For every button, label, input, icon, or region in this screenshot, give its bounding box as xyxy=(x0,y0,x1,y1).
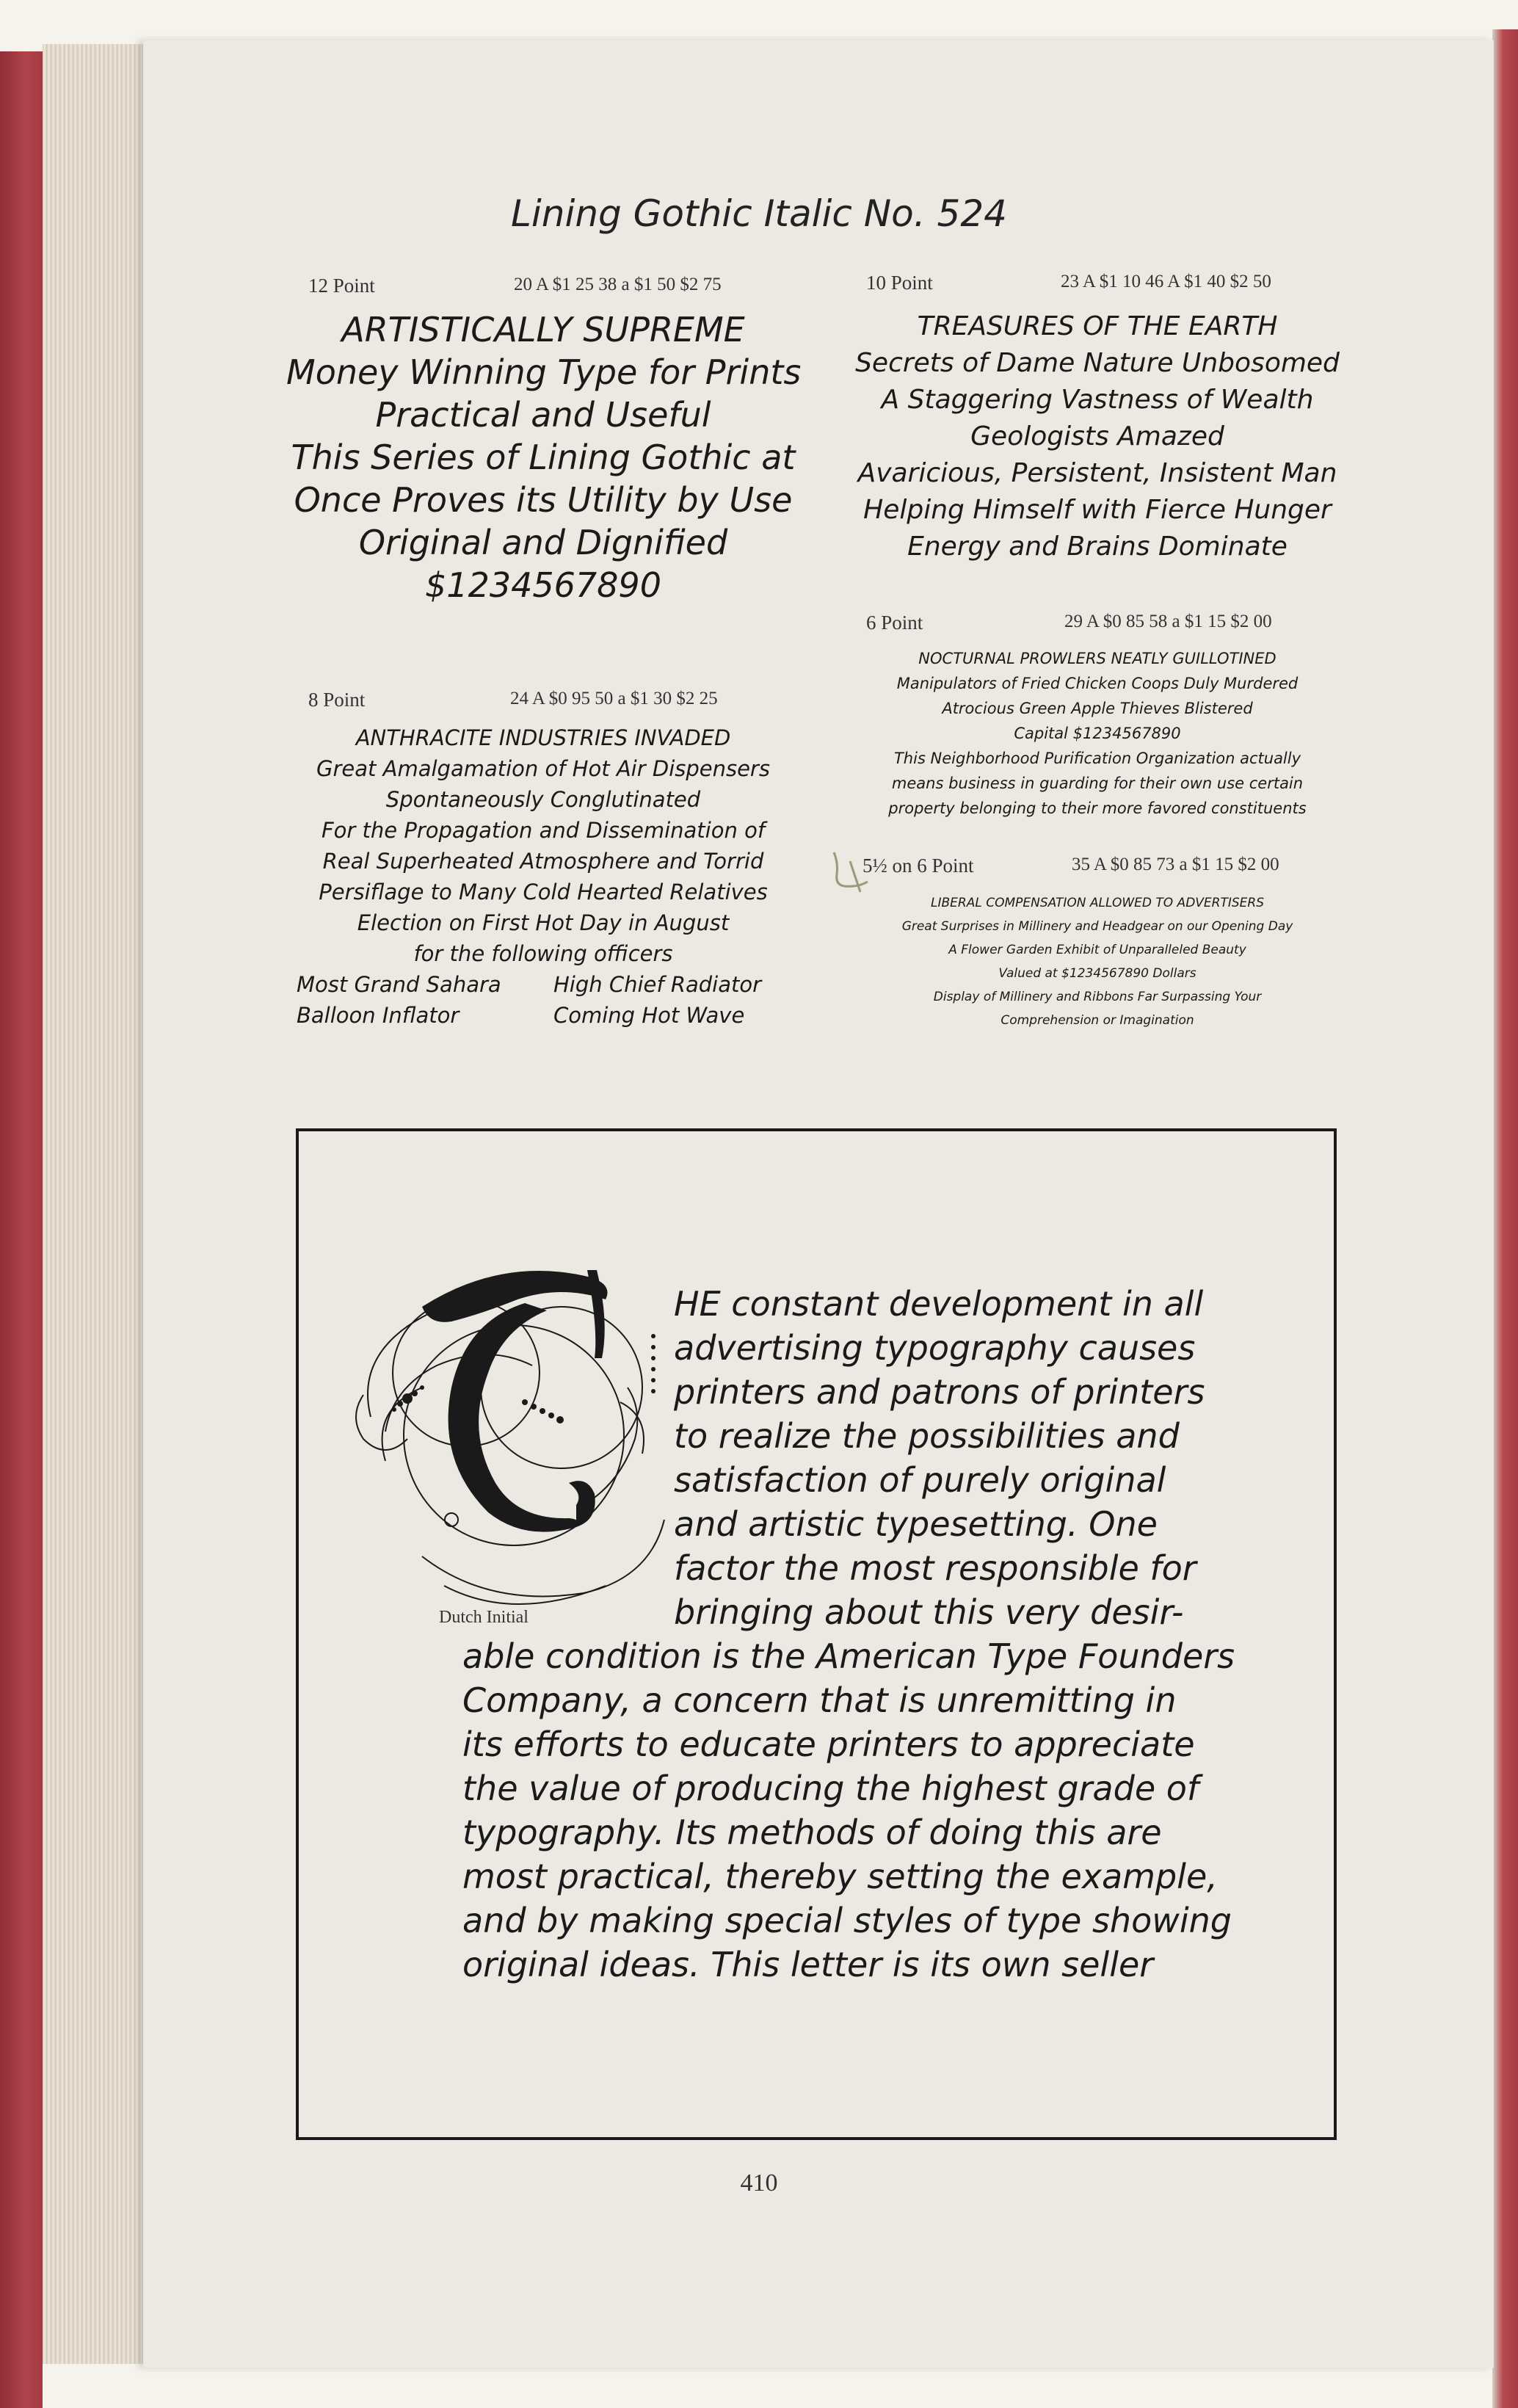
specimen-line: Election on First Hot Day in August xyxy=(357,910,730,935)
officer-title: Most Grand Sahara xyxy=(297,972,501,997)
specimen-12pt-size: 12 Point xyxy=(308,275,375,297)
specimen-line: Geologists Amazed xyxy=(970,421,1224,452)
specimen-line: Atrocious Green Apple Thieves Blistered xyxy=(942,700,1253,717)
specimen-line: Real Superheated Atmosphere and Torrid xyxy=(322,849,764,874)
specimen-line: Once Proves its Utility by Use xyxy=(294,480,793,520)
officer-title: Coming Hot Wave xyxy=(553,1003,745,1028)
ad-line: HE constant development in all xyxy=(674,1284,1204,1324)
ad-line: its efforts to educate printers to appreciate xyxy=(462,1725,1195,1764)
specimen-line: This Series of Lining Gothic at xyxy=(291,438,796,477)
specimen-line: $1234567890 xyxy=(425,565,661,605)
specimen-line: Great Amalgamation of Hot Air Dispensers xyxy=(316,756,770,781)
ad-line: the value of producing the highest grade of xyxy=(462,1769,1199,1808)
ad-line: advertising typography causes xyxy=(674,1328,1196,1368)
page-edges xyxy=(43,44,145,2364)
specimen-line: A Staggering Vastness of Wealth xyxy=(881,385,1314,415)
specimen-line: This Neighborhood Purification Organization actually xyxy=(893,750,1301,767)
initial-caption: Dutch Initial xyxy=(439,1608,529,1627)
page-number: 410 xyxy=(740,2169,778,2197)
specimen-line: Practical and Useful xyxy=(375,395,711,435)
specimen-line: means business in guarding for their own use certain xyxy=(891,775,1304,792)
specimen-line: Original and Dignified xyxy=(358,523,728,562)
specimen-line: For the Propagation and Dissemination of xyxy=(321,818,766,843)
specimen-line: Helping Himself with Fierce Hunger xyxy=(863,495,1332,525)
dutch-initial-icon xyxy=(341,1241,686,1630)
specimen-line: Persiflage to Many Cold Hearted Relatives xyxy=(319,880,768,904)
specimen-line: property belonging to their more favored constituents xyxy=(888,799,1307,817)
officer-title: Balloon Inflator xyxy=(297,1003,460,1028)
officer-title: High Chief Radiator xyxy=(553,972,762,997)
specimen-line: A Flower Garden Exhibit of Unparalleled Beauty xyxy=(948,943,1246,957)
specimen-line: ANTHRACITE INDUSTRIES INVADED xyxy=(355,725,731,750)
ad-text-indented xyxy=(674,1282,1205,1634)
specimen-line: ARTISTICALLY SUPREME xyxy=(341,310,745,349)
specimen-line: Secrets of Dame Nature Unbosomed xyxy=(855,348,1340,378)
specimen-line: Comprehension or Imagination xyxy=(1000,1013,1194,1028)
specimen-5half xyxy=(844,891,1351,1032)
ad-line: able condition is the American Type Founders xyxy=(462,1636,1235,1676)
specimen-line: Great Surprises in Millinery and Headgear on our Opening Day xyxy=(901,919,1293,934)
ad-line: most practical, thereby setting the example, xyxy=(462,1857,1218,1896)
specimen-12pt-prices: 20 A $1 25 38 a $1 50 $2 75 xyxy=(514,275,722,294)
officers-row xyxy=(286,1000,800,1031)
specimen-line: Avaricious, Persistent, Insistent Man xyxy=(857,458,1337,488)
book-cover-left xyxy=(0,51,43,2408)
ad-line: factor the most responsible for xyxy=(674,1548,1196,1588)
ad-line: and by making special styles of type showing xyxy=(462,1901,1232,1940)
specimen-line: NOCTURNAL PROWLERS NEATLY GUILLOTINED xyxy=(918,650,1276,667)
officers-row xyxy=(286,969,800,1000)
specimen-line: Manipulators of Fried Chicken Coops Duly Murdered xyxy=(896,675,1299,692)
specimen-line: Energy and Brains Dominate xyxy=(907,532,1288,562)
specimen-5half-prices: 35 A $0 85 73 a $1 15 $2 00 xyxy=(1072,855,1279,874)
specimen-line: Valued at $1234567890 Dollars xyxy=(998,966,1196,981)
specimen-10pt-prices: 23 A $1 10 46 A $1 40 $2 50 xyxy=(1061,272,1271,291)
ad-line: satisfaction of purely original xyxy=(674,1460,1166,1500)
specimen-8pt-prices: 24 A $0 95 50 a $1 30 $2 25 xyxy=(510,689,718,708)
specimen-12pt xyxy=(286,308,800,606)
ad-line: to realize the possibilities and xyxy=(674,1416,1180,1456)
page-title: Lining Gothic Italic No. 524 xyxy=(511,192,1007,235)
specimen-line: for the following officers xyxy=(413,941,673,966)
specimen-5half-size: 5½ on 6 Point xyxy=(862,855,974,877)
ad-line: typography. Its methods of doing this are xyxy=(462,1813,1162,1852)
specimen-line: LIBERAL COMPENSATION ALLOWED TO ADVERTISERS xyxy=(931,896,1264,910)
specimen-6pt-size: 6 Point xyxy=(866,612,923,634)
specimen-line: TREASURES OF THE EARTH xyxy=(917,311,1278,341)
specimen-line: Money Winning Type for Prints xyxy=(286,352,802,392)
specimen-line: Capital $1234567890 xyxy=(1014,725,1181,742)
specimen-line: Spontaneously Conglutinated xyxy=(385,787,701,812)
ad-line: and artistic typesetting. One xyxy=(674,1504,1158,1544)
specimen-6pt xyxy=(844,646,1351,821)
ad-text-full xyxy=(462,1634,1235,1987)
ad-line: Company, a concern that is unremitting in xyxy=(462,1680,1177,1720)
specimen-8pt-size: 8 Point xyxy=(308,689,366,711)
ad-line: original ideas. This letter is its own seller xyxy=(462,1945,1154,1984)
ad-line: printers and patrons of printers xyxy=(674,1372,1205,1412)
specimen-6pt-prices: 29 A $0 85 58 a $1 15 $2 00 xyxy=(1064,612,1272,631)
book-cover-right xyxy=(1492,29,1518,2408)
specimen-line: Display of Millinery and Ribbons Far Surpassing Your xyxy=(933,990,1262,1004)
specimen-8pt xyxy=(286,722,800,1031)
specimen-10pt-size: 10 Point xyxy=(866,272,933,294)
specimen-10pt xyxy=(844,308,1351,565)
ad-line: bringing about this very desir- xyxy=(674,1592,1184,1632)
